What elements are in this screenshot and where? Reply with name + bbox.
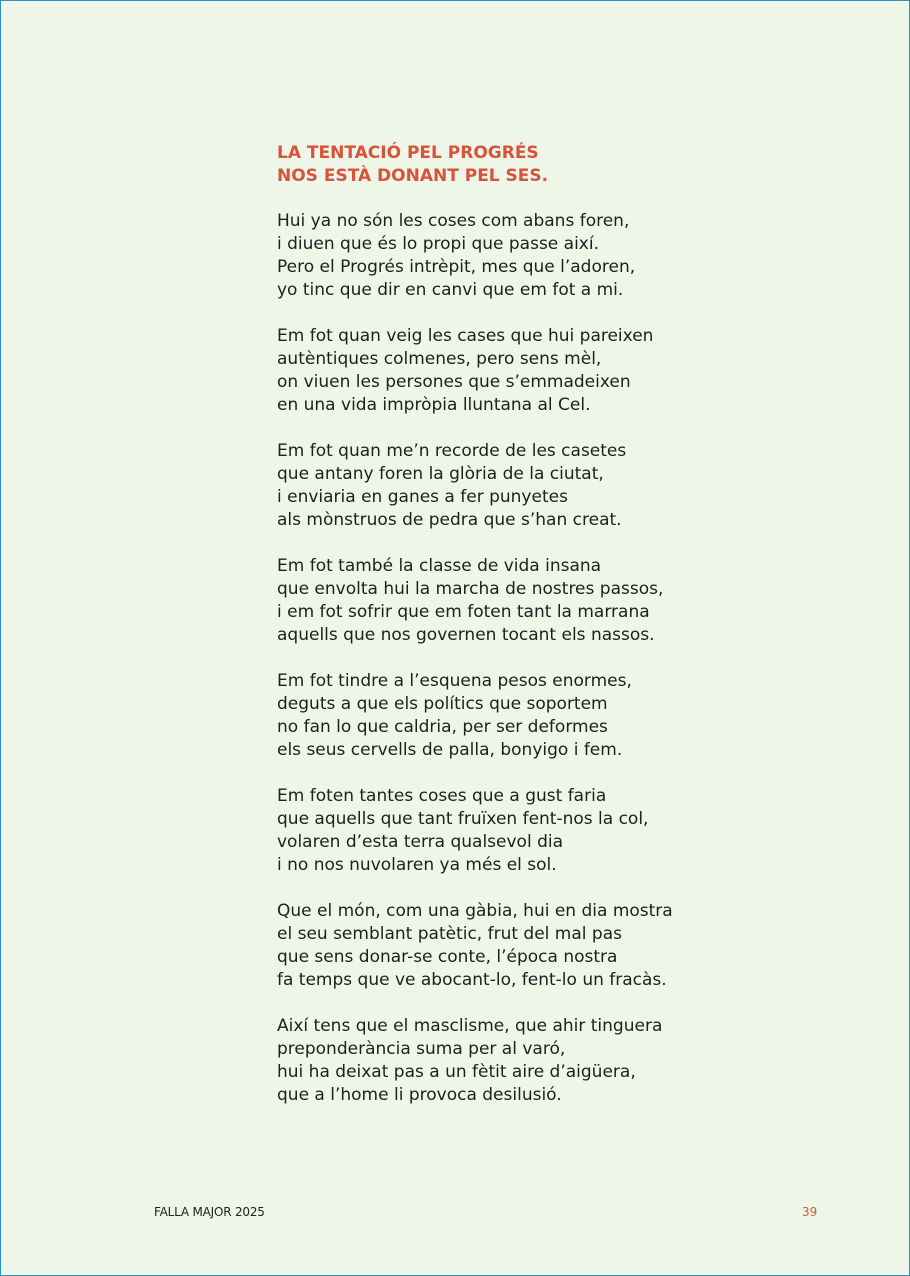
verse: Em fot també la classe de vida insana [277,556,602,576]
stanza-1 [277,210,877,302]
verse: i em fot sofrir que em foten tant la marrana [277,602,650,622]
verse: deguts a que els polítics que soportem [277,694,608,714]
stanza-2 [277,325,877,417]
verse: fa temps que ve abocant-lo, fent-lo un fracàs. [277,970,667,990]
verse: hui ha deixat pas a un fètit aire d’aigüera, [277,1062,636,1082]
stanza-6 [277,785,877,877]
verse: que antany foren la glòria de la ciutat, [277,464,604,484]
verse: volaren d’esta terra qualsevol dia [277,832,564,852]
verse: autèntiques colmenes, pero sens mèl, [277,349,602,369]
stanza-4 [277,555,877,647]
poem-title-line-2: NOS ESTÀ DONANT PEL SES. [277,166,549,186]
page-number: 39 [802,1205,818,1219]
stanza-8 [277,1015,877,1107]
verse: aquells que nos governen tocant els nassos. [277,625,655,645]
footer-publication: FALLA MAJOR 2025 [154,1205,265,1219]
verse: que aquells que tant fruïxen fent-nos la col, [277,809,649,829]
verse: Que el món, com una gàbia, hui en dia mostra [277,901,673,921]
verse: Em fot tindre a l’esquena pesos enormes, [277,671,632,691]
stanza-5 [277,670,877,762]
verse: Em fot quan veig les cases que hui pareixen [277,326,654,346]
verse: preponderància suma per al varó, [277,1039,566,1059]
verse: on viuen les persones que s’emmadeixen [277,372,631,392]
verse: en una vida impròpia lluntana al Cel. [277,395,591,415]
stanza-7 [277,900,877,992]
verse: yo tinc que dir en canvi que em fot a mi. [277,280,624,300]
verse: Em foten tantes coses que a gust faria [277,786,607,806]
verse: el seu semblant patètic, frut del mal pas [277,924,622,944]
verse: Em fot quan me’n recorde de les casetes [277,441,627,461]
verse: els seus cervells de palla, bonyigo i fem. [277,740,623,760]
verse: i no nos nuvolaren ya més el sol. [277,855,557,875]
poem-title-line-1: LA TENTACIÓ PEL PROGRÉS [277,143,539,163]
verse: i enviaria en ganes a fer punyetes [277,487,568,507]
verse: Així tens que el masclisme, que ahir tinguera [277,1016,663,1036]
verse: que a l’home li provoca desilusió. [277,1085,562,1105]
verse: Hui ya no són les coses com abans foren, [277,211,630,231]
stanza-3 [277,440,877,532]
verse: i diuen que és lo propi que passe així. [277,234,599,254]
poem-title [277,142,877,188]
verse: no fan lo que caldria, per ser deformes [277,717,608,737]
poem [277,142,877,1130]
verse: que envolta hui la marcha de nostres passos, [277,579,664,599]
verse: als mònstruos de pedra que s’han creat. [277,510,622,530]
verse: que sens donar-se conte, l’época nostra [277,947,618,967]
verse: Pero el Progrés intrèpit, mes que l’adoren, [277,257,636,277]
